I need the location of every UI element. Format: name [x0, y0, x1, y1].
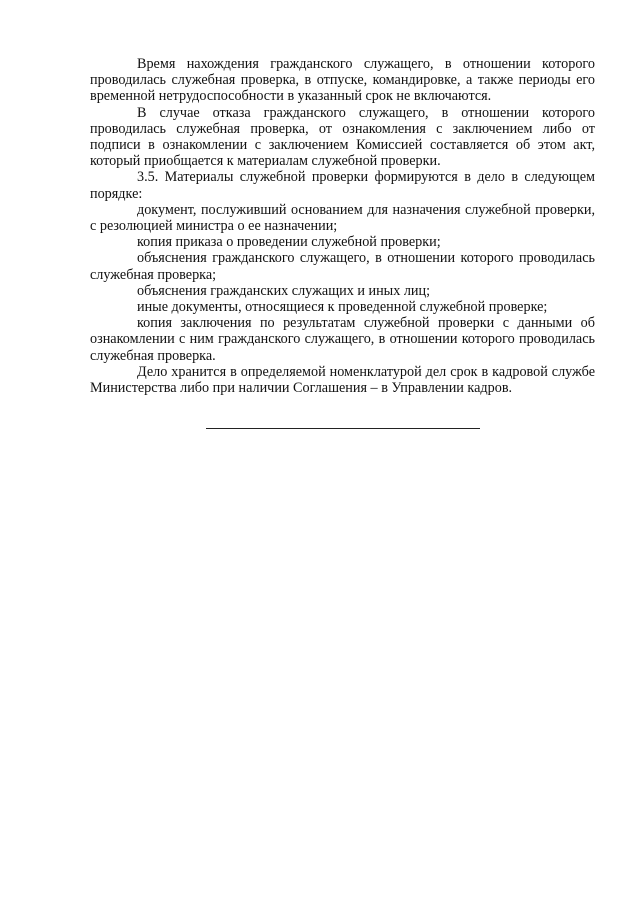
- paragraph-time-exclusion: Время нахождения гражданского служащего, в отношении которого проводилась служебная проверка, в отпуске, командировке, а также периоды его временной нетрудоспособности в указанный срок не включаются.: [90, 56, 595, 105]
- paragraph-refusal: В случае отказа гражданского служащего, в отношении которого проводилась служебная проверка, от ознакомления с заключением либо от подписи в ознакомлении с заключением Комиссией составляется об этом акт, который приобщается к материалам служебной проверки.: [90, 104, 595, 170]
- list-item: объяснения гражданского служащего, в отношении которого проводилась служебная проверка;: [90, 250, 595, 283]
- end-divider-line: [206, 428, 480, 429]
- list-item: копия приказа о проведении служебной проверки;: [137, 234, 441, 251]
- list-item: копия заключения по результатам служебной проверки с данными об ознакомлении с ним гражданского служащего, в отношении которого проводилась служебная проверка.: [90, 315, 595, 364]
- list-item: объяснения гражданских служащих и иных лиц;: [137, 282, 431, 299]
- list-item: иные документы, относящиеся к проведенной служебной проверке;: [137, 299, 548, 316]
- paragraph-case-storage: Дело хранится в определяемой номенклатурой дел срок в кадровой службе Министерства либо при наличии Соглашения – в Управлении кадров.: [90, 363, 595, 397]
- document-body: [90, 56, 595, 396]
- list-item: документ, послуживший основанием для назначения служебной проверки, с резолюцией министра о ее назначении;: [90, 201, 595, 235]
- paragraph-materials-order: 3.5. Материалы служебной проверки формируются в дело в следующем порядке:: [90, 169, 595, 202]
